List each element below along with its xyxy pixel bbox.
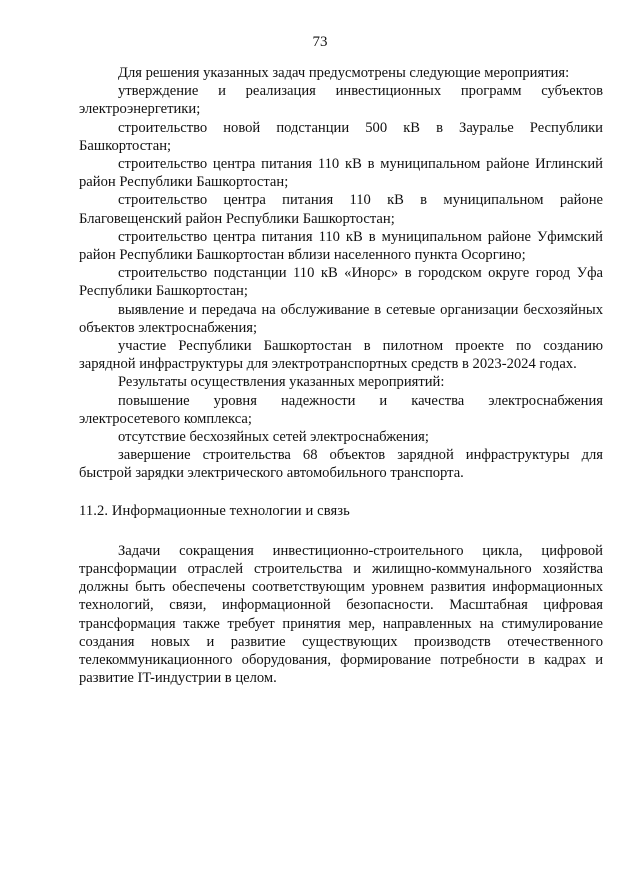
paragraph-results-intro: Результаты осуществления указанных мероприятий: [118, 374, 445, 391]
list-item-ownerless-objects: выявление и передача на обслуживание в сетевые организации бесхозяйных объектов электроснабжения; [79, 301, 603, 336]
section-heading: 11.2. Информационные технологии и связь [79, 502, 350, 519]
document-body [79, 64, 603, 688]
list-item-charging-stations: завершение строительства 68 объектов зарядной инфраструктуры для быстрой зарядки электрического автомобильного транспорта. [79, 447, 603, 482]
list-item-inors-substation: строительство подстанции 110 кВ «Инорс» в городском округе город Уфа Республики Башкортостан; [79, 265, 603, 300]
list-item-pilot-project: участие Республики Башкортостан в пилотном проекте по созданию зарядной инфраструктуры для электротранспортных средств в 2023-2024 годах. [79, 338, 603, 373]
list-item-iglinsky: строительство центра питания 110 кВ в муниципальном районе Иглинский район Республики Башкортостан; [79, 156, 603, 191]
list-item-reliability: повышение уровня надежности и качества электроснабжения электросетевого комплекса; [79, 392, 603, 427]
list-item-substation-500kv: строительство новой подстанции 500 кВ в Зауралье Республики Башкортостан; [79, 119, 603, 154]
paragraph-intro: Для решения указанных задач предусмотрены следующие мероприятия: [118, 65, 570, 81]
page-number: 73 [312, 34, 328, 50]
paragraph-it-tasks: Задачи сокращения инвестиционно-строительного цикла, цифровой трансформации отраслей строительства и жилищно-коммунального хозяйства должны быть обеспечены соответствующим уровнем развития информационных технологий, связи, информационной безопасности. Масштабная цифровая трансформация также требует принятия мер, направленных на стимулирование создания новых и развитие существующих производств отечественного телекоммуникационного оборудования, формирование потребности в кадрах и развитие IT-индустрии в целом. [79, 542, 603, 687]
list-item-blagoveshchensky: строительство центра питания 110 кВ в муниципальном районе Благовещенский район Республики Башкортостан; [79, 192, 603, 227]
list-item-no-ownerless-networks: отсутствие бесхозяйных сетей электроснабжения; [118, 429, 429, 446]
list-item-ufimsky: строительство центра питания 110 кВ в муниципальном районе Уфимский район Республики Башкортостан вблизи населенного пункта Осоргино; [79, 228, 603, 264]
list-item-investment-programs: утверждение и реализация инвестиционных программ субъектов электроэнергетики; [79, 83, 603, 118]
